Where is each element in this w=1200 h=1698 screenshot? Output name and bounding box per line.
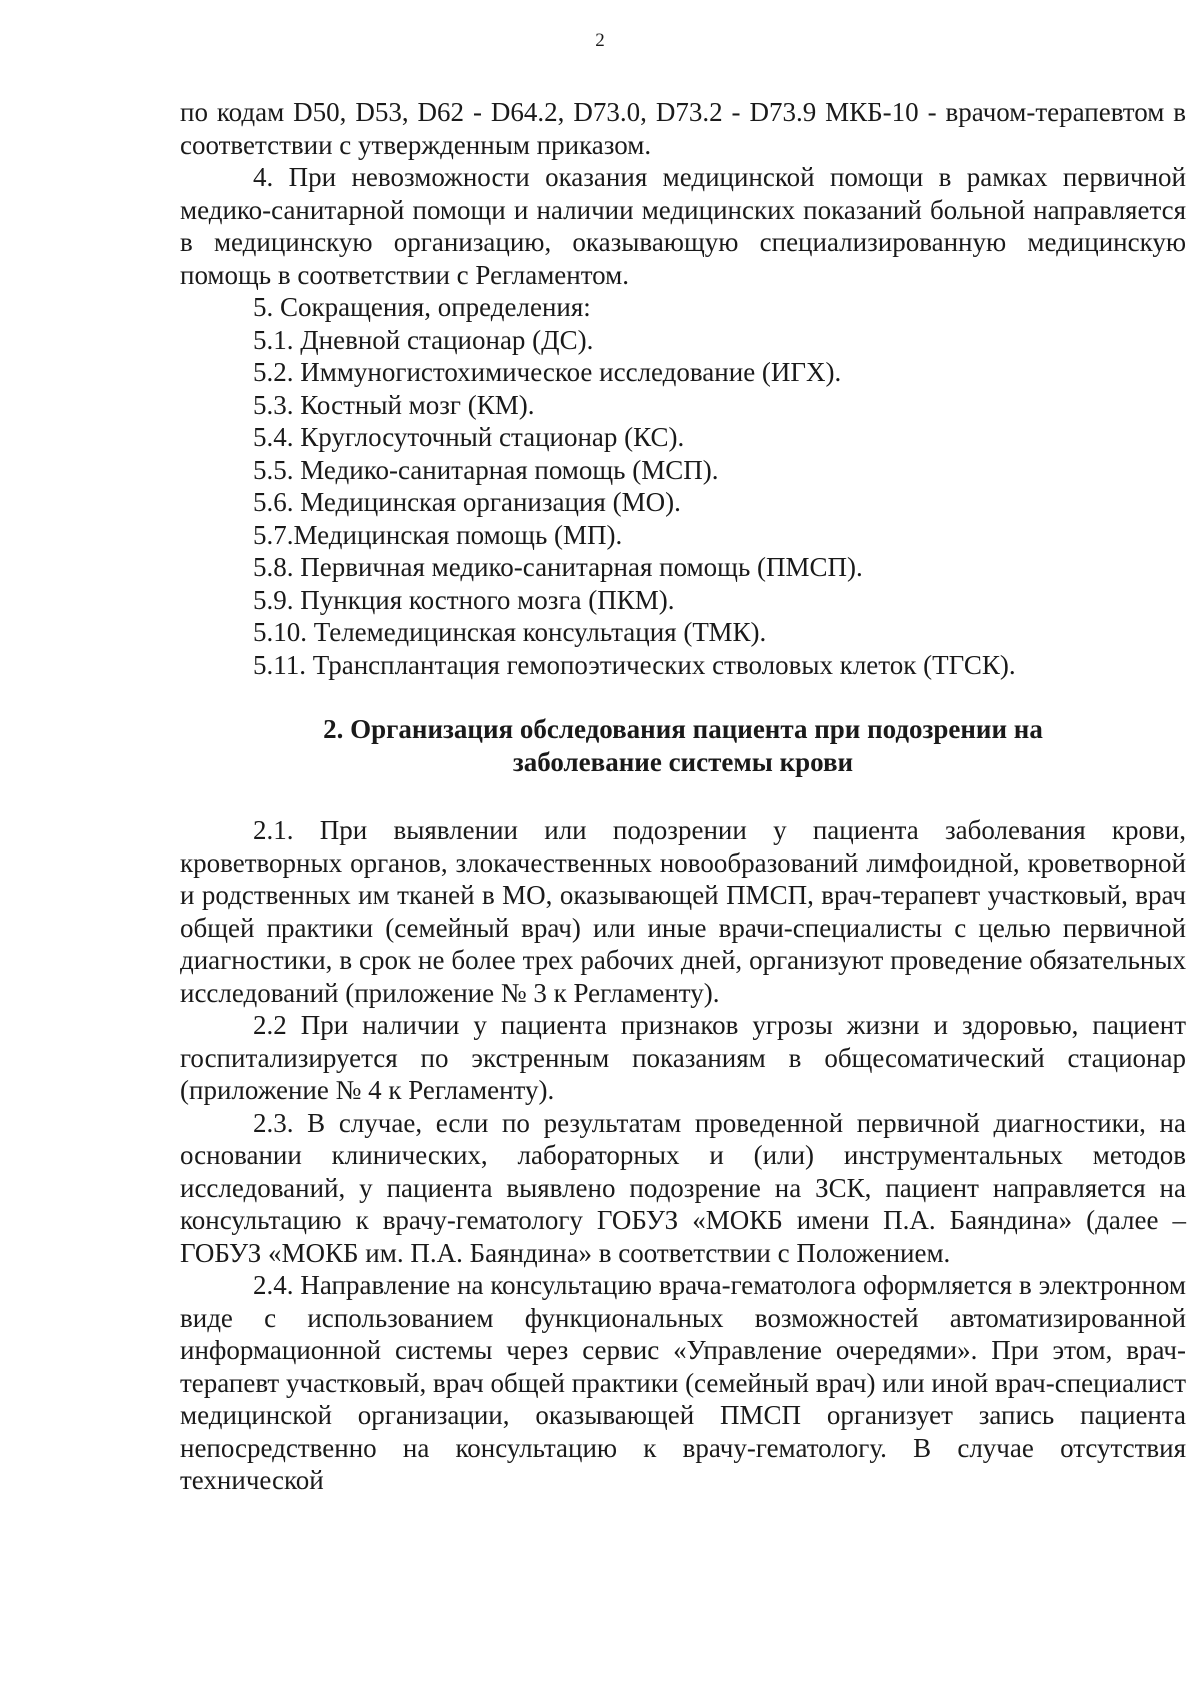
section-heading (180, 713, 1186, 778)
section-paragraph: 2.2 При наличии у пациента признаков угрозы жизни и здоровью, пациент госпитализируется по экстренным показаниям в общесоматический стационар (приложение № 4 к Регламенту). (180, 1010, 1186, 1105)
list-item: 5.6. Медицинская организация (МО). (253, 487, 681, 517)
intro-continuation: по кодам D50, D53, D62 - D64.2, D73.0, D73.2 - D73.9 МКБ-10 - врачом-терапевтом в соответствии с утвержденным приказом. (180, 97, 1186, 160)
list-item: 5.9. Пункция костного мозга (ПКМ). (253, 584, 675, 615)
list-item: 5.8. Первичная медико-санитарная помощь (ПМСП). (253, 552, 863, 582)
section-paragraph: 2.1. При выявлении или подозрении у пациента заболевания крови, кроветворных органов, злокачественных новообразований лимфоидной, кроветворной и родственных им тканей в МО, оказывающей ПМСП, врач-терапевт участковый, врач общей практики (семейный врач) или иные врачи-специалисты с целью первичной диагностики, в срок не более трех рабочих дней, организуют проведение обязательных исследований (приложение № 3 к Регламенту). (180, 815, 1186, 1008)
abbreviations-title: 5. Сокращения, определения: (253, 292, 591, 322)
intro-item-4: 4. При невозможности оказания медицинской помощи в рамках первичной медико-санитарной помощи и наличии медицинских показаний больной направляется в медицинскую организацию, оказывающую специализированную медицинскую помощь в соответствии с Регламентом. (180, 162, 1186, 290)
page-number: 2 (595, 30, 605, 51)
list-item: 5.4. Круглосуточный стационар (КС). (253, 422, 685, 452)
document-body (180, 96, 1186, 1497)
list-item: 5.7.Медицинская помощь (МП). (253, 519, 623, 550)
list-item: 5.10. Телемедицинская консультация (ТМК). (253, 617, 767, 647)
section-paragraph: 2.4. Направление на консультацию врача-гематолога оформляется в электронном виде с использованием функциональных возможностей автоматизированной информационной системы через сервис «Управление очередями». При этом, врач-терапевт участковый, врач общей практики (семейный врач) или иной врач-специалист медицинской организации, оказывающей ПМСП организует запись пациента непосредственно на консультацию к врачу-гематологу. В случае отсутствия технической (180, 1270, 1186, 1495)
section-heading-line: заболевание системы крови (512, 746, 854, 777)
list-item: 5.1. Дневной стационар (ДС). (253, 324, 594, 355)
section-heading-line: 2. Организация обследования пациента при подозрении на (323, 714, 1043, 744)
list-item: 5.2. Иммуногистохимическое исследование (ИГХ). (253, 357, 842, 387)
section-paragraph: 2.3. В случае, если по результатам проведенной первичной диагностики, на основании клинических, лабораторных и (или) инструментальных методов исследований, у пациента выявлено подозрение на ЗСК, пациент направляется на консультацию к врачу-гематологу ГОБУЗ «МОКБ имени П.А. Баяндина» (далее – ГОБУЗ «МОКБ им. П.А. Баяндина» в соответствии с Положением. (180, 1107, 1186, 1268)
list-item: 5.5. Медико-санитарная помощь (МСП). (253, 454, 719, 485)
list-item: 5.11. Трансплантация гемопоэтических стволовых клеток (ТГСК). (253, 649, 1016, 680)
list-item: 5.3. Костный мозг (КМ). (253, 389, 535, 420)
abbreviations-list (180, 324, 1186, 682)
